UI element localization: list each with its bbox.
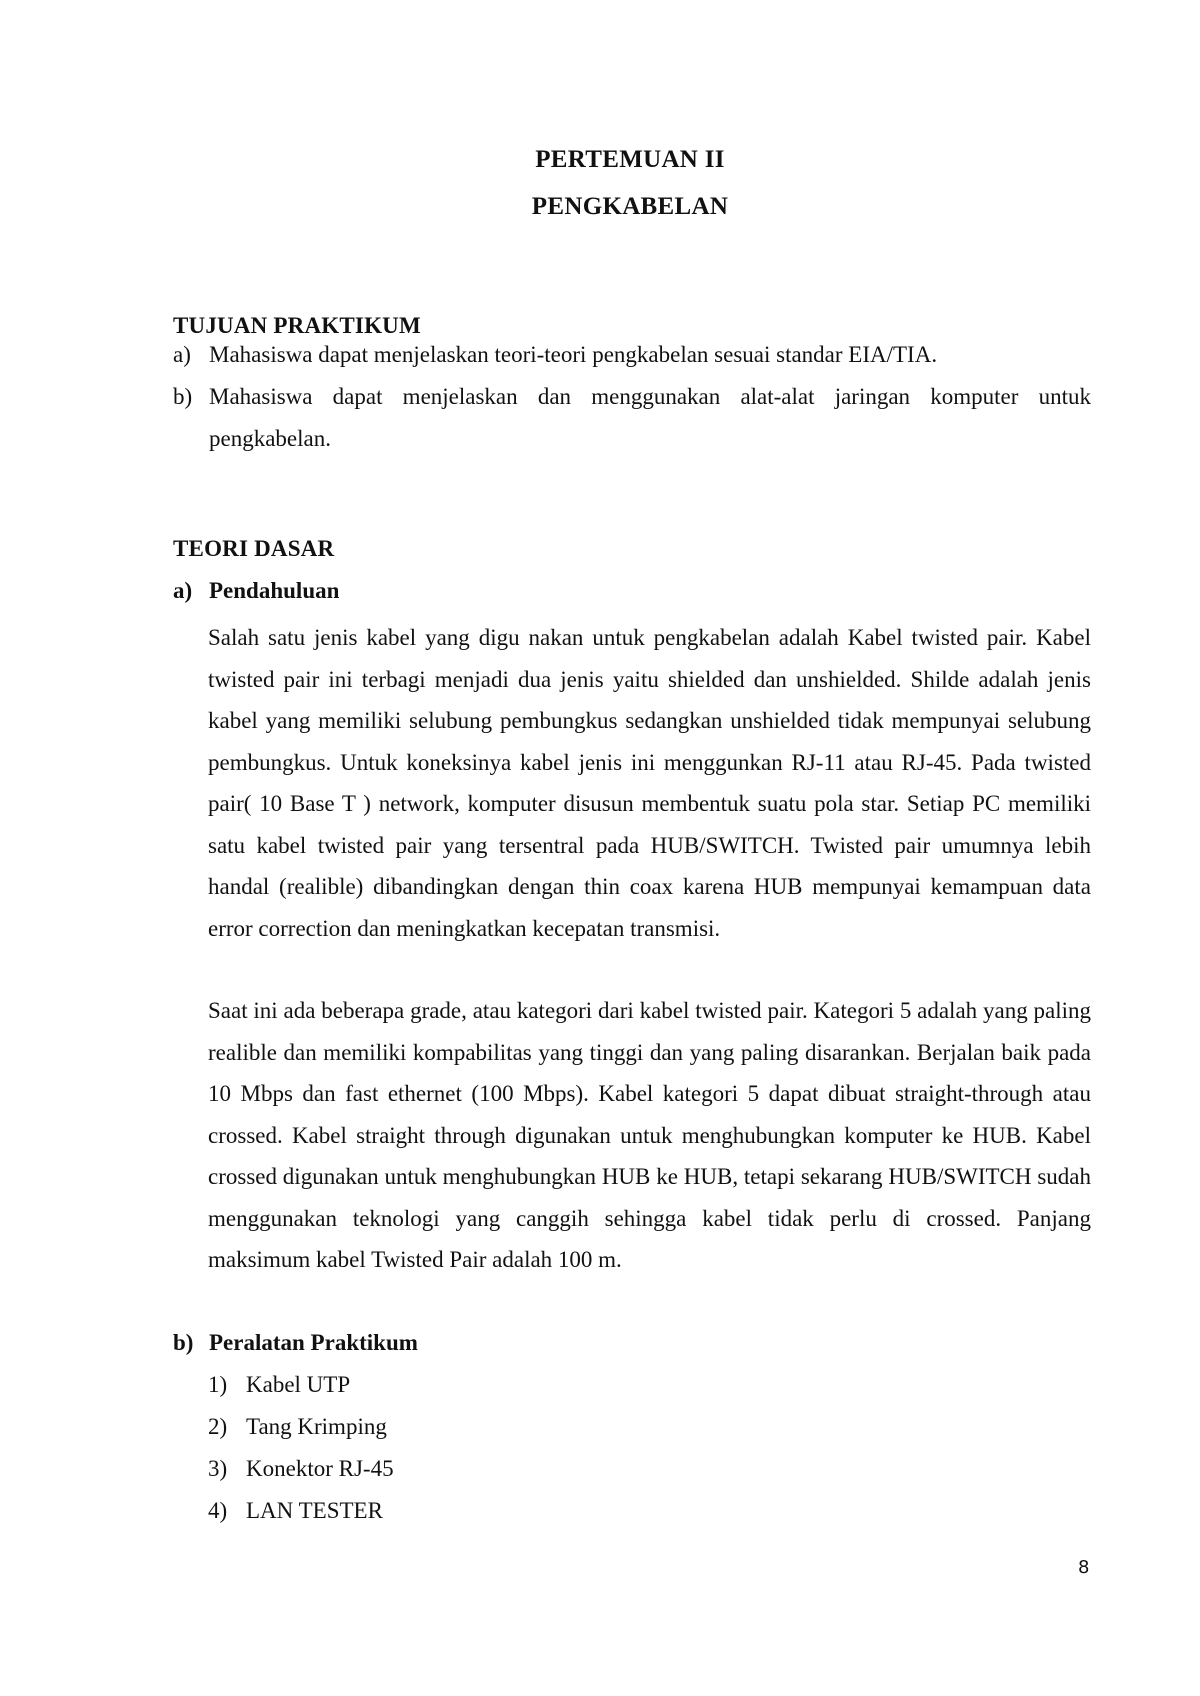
theory-heading: TEORI DASAR xyxy=(173,536,335,561)
list-number: 2) xyxy=(208,1414,228,1439)
list-number: 1) xyxy=(208,1372,228,1397)
list-item xyxy=(208,1364,394,1406)
intro-marker: a) xyxy=(173,578,193,603)
objective-text: Mahasiswa dapat menjelaskan dan menggunakan alat-alat jaringan komputer untuk pengkabelan. xyxy=(209,384,1091,451)
list-item xyxy=(208,1490,394,1532)
list-text: Konektor RJ-45 xyxy=(246,1456,394,1481)
document-subtitle: PENGKABELAN xyxy=(531,193,729,220)
document-title: PERTEMUAN II xyxy=(535,146,725,173)
list-number: 3) xyxy=(208,1456,228,1481)
objective-marker: b) xyxy=(173,384,193,409)
list-item xyxy=(208,1448,394,1490)
list-text: Tang Krimping xyxy=(246,1414,387,1439)
equipment-heading xyxy=(173,1330,418,1356)
list-number: 4) xyxy=(208,1498,228,1523)
list-item xyxy=(208,1406,394,1448)
intro-paragraph-1: Salah satu jenis kabel yang digu nakan untuk pengkabelan adalah Kabel twisted pair. Kabel twisted pair ini terbagi menjadi dua jenis yaitu shielded dan unshielded. Shilde adalah jenis kabel yang memiliki selubung pembungkus sedangkan unshielded tidak mempunyai selubung pembungkus. Untuk koneksinya kabel jenis ini menggunkan RJ-11 atau RJ-45. Pada twisted pair( 10 Base T ) network, komputer disusun membentuk suatu pola star. Setiap PC memiliki satu kabel twisted pair yang tersentral pada HUB/SWITCH. Twisted pair umumnya lebih handal (realible) dibandingkan dengan thin coax karena HUB mempunyai kemampuan data error correction dan meningkatkan kecepatan transmisi. xyxy=(208,625,1091,941)
equipment-marker: b) xyxy=(173,1330,194,1355)
objective-text: Mahasiswa dapat menjelaskan teori-teori pengkabelan sesuai standar EIA/TIA. xyxy=(209,342,938,367)
objectives-heading: TUJUAN PRAKTIKUM xyxy=(173,313,421,338)
equipment-title: Peralatan Praktikum xyxy=(209,1330,418,1355)
list-text: Kabel UTP xyxy=(246,1372,351,1397)
equipment-list xyxy=(208,1364,394,1532)
intro-title: Pendahuluan xyxy=(209,578,340,603)
objective-item xyxy=(173,376,1091,460)
objective-item xyxy=(173,334,1091,376)
objective-marker: a) xyxy=(173,342,191,367)
intro-paragraph-2: Saat ini ada beberapa grade, atau kategori dari kabel twisted pair. Kategori 5 adalah yang paling realible dan memiliki kompabilitas yang tinggi dan yang paling disarankan. Berjalan baik pada 10 Mbps dan fast ethernet (100 Mbps). Kabel kategori 5 dapat dibuat straight-through atau crossed. Kabel straight through digunakan untuk menghubungkan komputer ke HUB. Kabel crossed digunakan untuk menghubungkan HUB ke HUB, tetapi sekarang HUB/SWITCH sudah menggunakan teknologi yang canggih sehingga kabel tidak perlu di crossed. Panjang maksimum kabel Twisted Pair adalah 100 m. xyxy=(208,998,1091,1272)
list-text: LAN TESTER xyxy=(246,1498,383,1523)
intro-heading xyxy=(173,578,339,604)
page-number: 8 xyxy=(1078,1557,1090,1578)
